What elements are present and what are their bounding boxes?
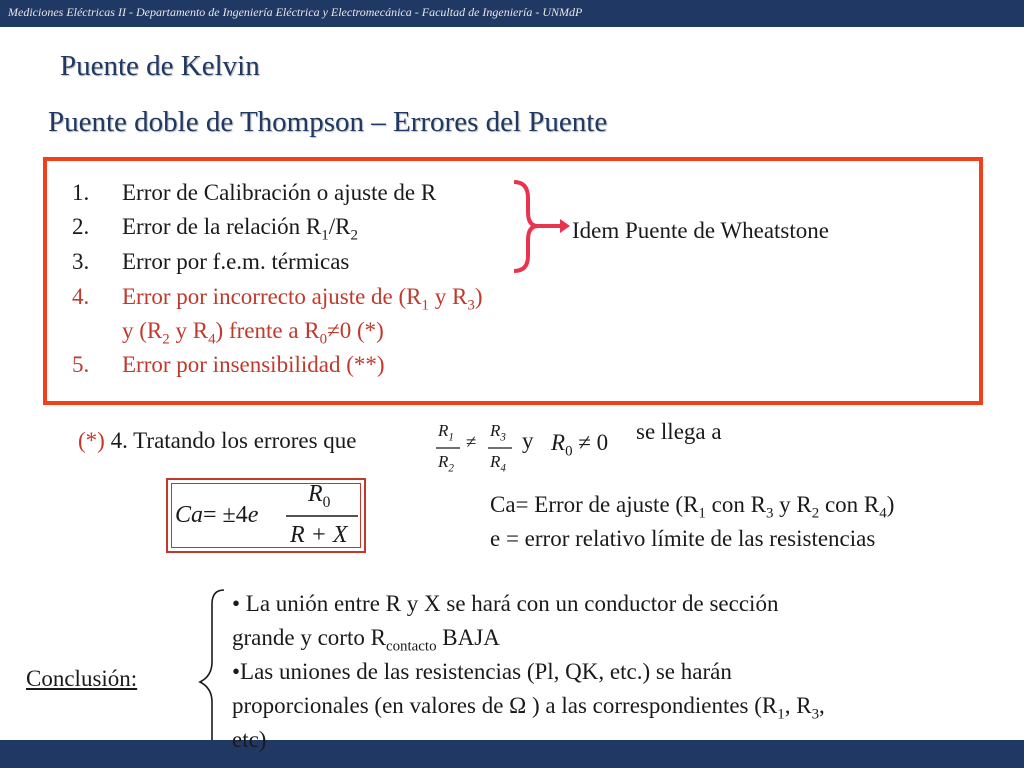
page-title: Puente de Kelvin: [60, 50, 260, 82]
conjunction-y: y: [522, 428, 534, 453]
fraction-den-r4: $R_4$: [490, 452, 506, 475]
header-text: Mediciones Eléctricas II - Departamento de Ingeniería Eléctrica y Electromecánica - Facultad de Ingeniería - UNMdP: [8, 5, 583, 19]
definition-e: e = error relativo límite de las resistencias: [490, 526, 876, 551]
idem-wheatstone-label: Idem Puente de Wheatstone: [572, 218, 829, 243]
conclusion-label: Conclusión:: [26, 666, 138, 691]
definition-ca: Ca= Error de ajuste ($R_1$ con $R_3$ y $R_2$ con $R_4$): [490, 492, 895, 522]
formula-numerator: $R_0$: [308, 481, 331, 511]
conclusion-bullet-2-line-1: •Las uniones de las resistencias (Pl, QK, etc.) se harán: [232, 659, 732, 684]
header-bar: [0, 0, 1024, 27]
conclusion-bullet-1-line-1: • La unión entre R y X se hará con un conductor de sección: [232, 591, 779, 616]
note-text: (*) 4. Tratando los errores que: [78, 428, 357, 453]
fraction-r1-r2: $R_1$: [438, 421, 454, 444]
fraction-num-r3: $R_3$: [490, 421, 506, 444]
fraction-den-r2: $R_2$: [438, 452, 454, 475]
formula-lhs: Ca= ±4e: [175, 502, 259, 528]
conclusion-bullet-2-line-3: etc): [232, 727, 267, 752]
footer-bar: [0, 740, 1024, 768]
formula-fraction-bar: [284, 514, 360, 518]
r0-condition: $R_0 \ne 0$: [551, 430, 609, 460]
formula-denominator: R + X: [290, 522, 348, 548]
conclusion-bullet-1-line-2: grande y corto $R_{contacto}$ BAJA: [232, 625, 500, 655]
not-equal-sign: ≠: [466, 432, 477, 453]
note-suffix: se llega a: [636, 419, 722, 444]
conclusion-brace-icon: [196, 586, 230, 762]
page-subtitle: Puente doble de Thompson – Errores del Puente: [48, 106, 608, 138]
conclusion-bullet-2-line-2: proporcionales (en valores de Ω ) a las correspondientes ($R_1$, $R_3$,: [232, 693, 825, 723]
brace-arrow-icon: [508, 176, 572, 276]
